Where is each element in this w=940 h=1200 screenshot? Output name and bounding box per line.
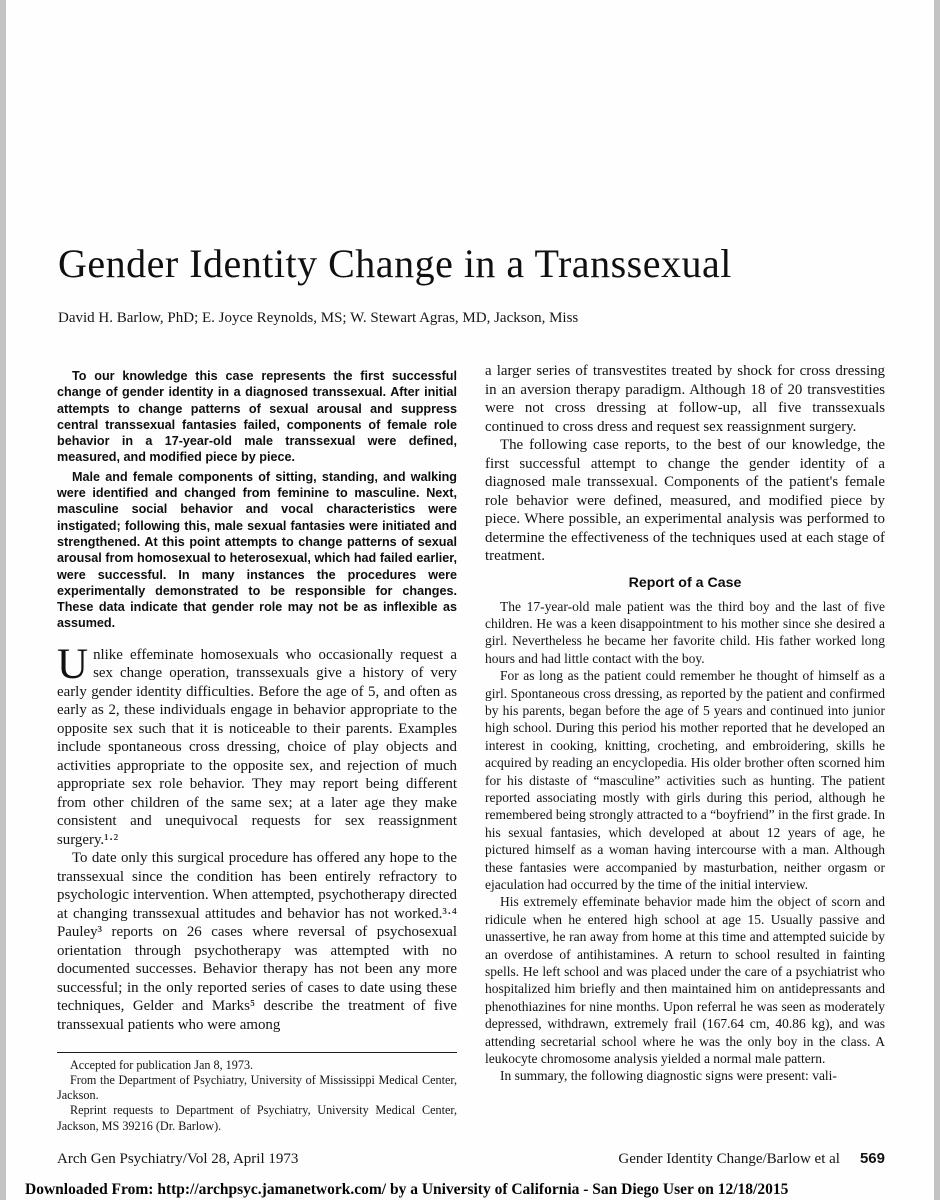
page-footer [57,1150,885,1168]
article-title: Gender Identity Change in a Transsexual [58,241,732,286]
case-paragraph-4: In summary, the following diagnostic signs were present: vali- [500,1068,837,1084]
footnote-accepted: Accepted for publication Jan 8, 1973. [70,1057,254,1072]
case-paragraph-1: The 17-year-old male patient was the third boy and the last of five children. He was a keen disappointment to his mother since she desired a girl. Nevertheless he became her favorite child. His father worked long hours and had little contact with the boy. [485,598,885,666]
article-byline: David H. Barlow, PhD; E. Joyce Reynolds, MS; W. Stewart Agras, MD, Jackson, Miss [58,310,579,326]
intro-paragraph-1-text: nlike effeminate homosexuals who occasionally request a sex change operation, transsexuals give a history of very early gender identity difficulties. Before the age of 5, and often as early as 2, these individuals engage in behavior appropriate to the opposite sex such that it is noticeable to their parents. Examples include spontaneous cross dressing, choice of play objects and activities appropriate to the opposite sex, and rejection of much appropriate sex role behavior. They may report being different from other children of the same sex; at a later age they make consistent and unequivocal requests for sex reassignment surgery.¹·² [57,646,457,848]
intro-paragraph-1 [57,640,457,850]
footnote-affiliation: From the Department of Psychiatry, University of Mississippi Medical Center, Jackson. [57,1072,457,1103]
footer-right-group [618,1150,885,1168]
download-notice: Downloaded From: http://archpsyc.jamanetwork.com/ by a University of California - San Diego User on 12/18/2015 [25,1181,789,1198]
footnote-rule [57,1052,457,1053]
footnote-reprints: Reprint requests to Department of Psychiatry, University Medical Center, Jackson, MS 39216 (Dr. Barlow). [57,1103,457,1133]
right-column [485,362,885,1134]
intro-paragraph-2: To date only this surgical procedure has offered any hope to the transsexual since the condition has been entirely refractory to psychologic intervention. When attempted, psychotherapy directed at changing transsexual attitudes and behavior has not worked.³·⁴ Pauley³ reports on 26 cases where reversal of psychosexual orientation through psychotherapy was attempted with no documented successes. Behavior therapy has not been any more successful; in the only reported series of cases to date using these techniques, Gelder and Marks⁵ describe the treatment of five transsexual patients who were among [57,850,457,1033]
abstract-paragraph-1: To our knowledge this case represents the first successful change of gender identity in a diagnosed transsexual. After initial attempts to change patterns of sexual arousal and suppress central transsexual fantasies failed, components of female role behavior in a 17-year-old male transsexual were defined, measured, and modified piece by piece. [57,369,457,465]
case-paragraph-3: His extremely effeminate behavior made him the object of scorn and ridicule when he entered high school at age 15. Usually passive and unassertive, he ran away from home at this time and attempted suicide by an overdose of antihistamines. A return to school resulted in fainting spells. He left school and was placed under the care of a psychiatrist who hospitalized him briefly and then maintained him on antidepressants and phenothiazines for nine months. Upon referral he was seen as moderately depressed, withdrawn, extremely frail (167.64 cm, 40.86 kg), and was attending secretarial school where he was the only boy in the class. A leukocyte chromosome analysis yielded a normal male pattern. [485,894,885,1067]
journal-citation: Arch Gen Psychiatry/Vol 28, April 1973 [57,1151,299,1167]
abstract-paragraph-2: Male and female components of sitting, standing, and walking were identified and changed from feminine to masculine. Next, masculine social behavior and vocal characteristics were instigated; following this, male sexual fantasies were initiated and strengthened. At this point attempts to change patterns of sexual arousal from homosexual to heterosexual, which had failed earlier, were successful. In many instances the procedures were experimentally demonstrated to be responsible for changes. These data indicate that gender role may not be as inflexible as assumed. [57,469,457,631]
scan-edge-left [0,0,6,1200]
right-paragraph-1: a larger series of transvestites treated by shock for cross dressing in an aversion therapy paradigm. Although 18 of 20 transvestities were not cross dressing at follow-up, all five transsexuals continued to cross dress and request sex reassignment surgery. [485,363,885,435]
dropcap-letter: U [57,640,89,688]
right-paragraph-2: The following case reports, to the best of our knowledge, the first successful attempt to change the gender identity of a diagnosed male transsexual. Components of the patient's female role behavior were defined, measured, and modified piece by piece. Where possible, an experimental analysis was performed to determine the effectiveness of the techniques used at each stage of treatment. [485,437,885,564]
page-number: 569 [859,1150,885,1167]
running-title: Gender Identity Change/Barlow et al [618,1151,840,1167]
section-heading-report-of-a-case: Report of a Case [628,574,742,591]
article-columns [57,362,885,1134]
case-paragraph-2: For as long as the patient could remember he thought of himself as a girl. Spontaneous cross dressing, as reported by the patient and confirmed by his parents, began before the age of 5 years and continued into junior high school. During this period his mother reported that he developed an interest in cooking, knitting, crocheting, and embroidering, skills he acquired by reading an encyclopedia. His older brother often scorned him for his distaste of “masculine” activities such as hunting. The patient reported associating mostly with girls during this period, although he remembered being strongly attracted to a “boyfriend” in the first grade. In his sexual fantasies, which developed at about 12 years of age, he pictured himself as a woman having intercourse with a man. Although these fantasies were accompanied by masturbation, neither orgasm or ejaculation had occurred by the time of the initial interview. [485,668,885,892]
left-column [57,362,457,1134]
scan-edge-right [934,0,940,1200]
footnote-block [57,1050,457,1134]
